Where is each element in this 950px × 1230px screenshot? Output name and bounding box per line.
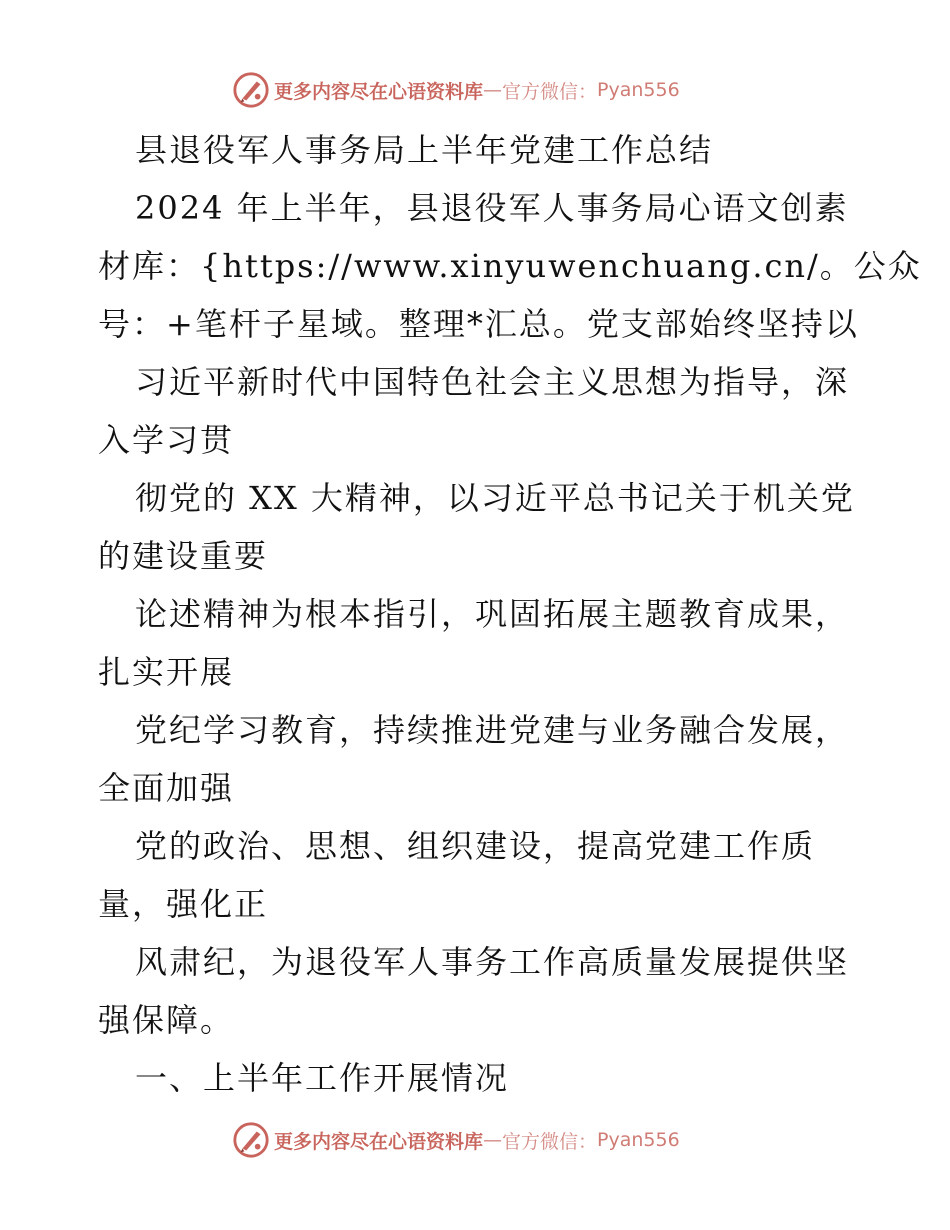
paragraph-3 — [98, 585, 858, 701]
header-banner — [232, 70, 680, 110]
paragraph-4-line-2: 全面加强 — [98, 769, 235, 807]
paragraph-4 — [98, 701, 858, 817]
paragraph-5-line-2: 量，强化正 — [98, 885, 269, 923]
banner-wechat-label: 官方微信： — [502, 80, 598, 103]
paragraph-6-line-1: 风肃纪，为退役军人事务工作高质量发展提供坚 — [135, 943, 850, 981]
banner-separator: — — [483, 79, 503, 101]
section-1-heading-text: 一、上半年工作开展情况 — [135, 1059, 510, 1097]
banner-separator: — — [483, 1129, 503, 1151]
pen-logo-icon — [232, 71, 270, 109]
intro-line-2: 材库：{https://www.xinyuwenchuang.cn/。公众 — [98, 247, 922, 285]
banner-wechat-id: Pyan556 — [597, 1129, 680, 1151]
banner-wechat-label: 官方微信： — [502, 1130, 598, 1153]
paragraph-6 — [98, 933, 858, 1049]
intro-line-1: 2024 年上半年，县退役军人事务局心语文创素 — [135, 189, 849, 227]
paragraph-3-line-1: 论述精神为根本指引，巩固拓展主题教育成果， — [135, 595, 850, 633]
banner-text: 更多内容尽在心语资料库 — [274, 80, 484, 103]
paragraph-1 — [98, 353, 858, 469]
paragraph-3-line-2: 扎实开展 — [98, 653, 235, 691]
intro-line-3: 号：+笔杆子星域。整理*汇总。党支部始终坚持以 — [98, 305, 859, 343]
paragraph-2-line-2: 的建设重要 — [98, 537, 269, 575]
banner-text: 更多内容尽在心语资料库 — [274, 1130, 484, 1153]
paragraph-2 — [98, 469, 858, 585]
paragraph-4-line-1: 党纪学习教育，持续推进党建与业务融合发展， — [135, 711, 850, 749]
document-body — [98, 121, 922, 1107]
paragraph-5 — [98, 817, 858, 933]
footer-banner — [232, 1120, 680, 1160]
document-title-text: 县退役军人事务局上半年党建工作总结 — [135, 131, 714, 169]
paragraph-1-line-2: 入学习贯 — [98, 421, 235, 459]
section-1-heading — [98, 1049, 858, 1107]
paragraph-1-line-1: 习近平新时代中国特色社会主义思想为指导，深 — [135, 363, 850, 401]
paragraph-5-line-1: 党的政治、思想、组织建设，提高党建工作质 — [135, 827, 816, 865]
pen-logo-icon — [232, 1121, 270, 1159]
document-title — [98, 121, 858, 179]
paragraph-6-line-2: 强保障。 — [98, 1001, 235, 1039]
paragraph-2-line-1: 彻党的 XX 大精神，以习近平总书记关于机关党 — [135, 479, 855, 517]
banner-wechat-id: Pyan556 — [597, 79, 680, 101]
intro-paragraph — [98, 179, 922, 353]
